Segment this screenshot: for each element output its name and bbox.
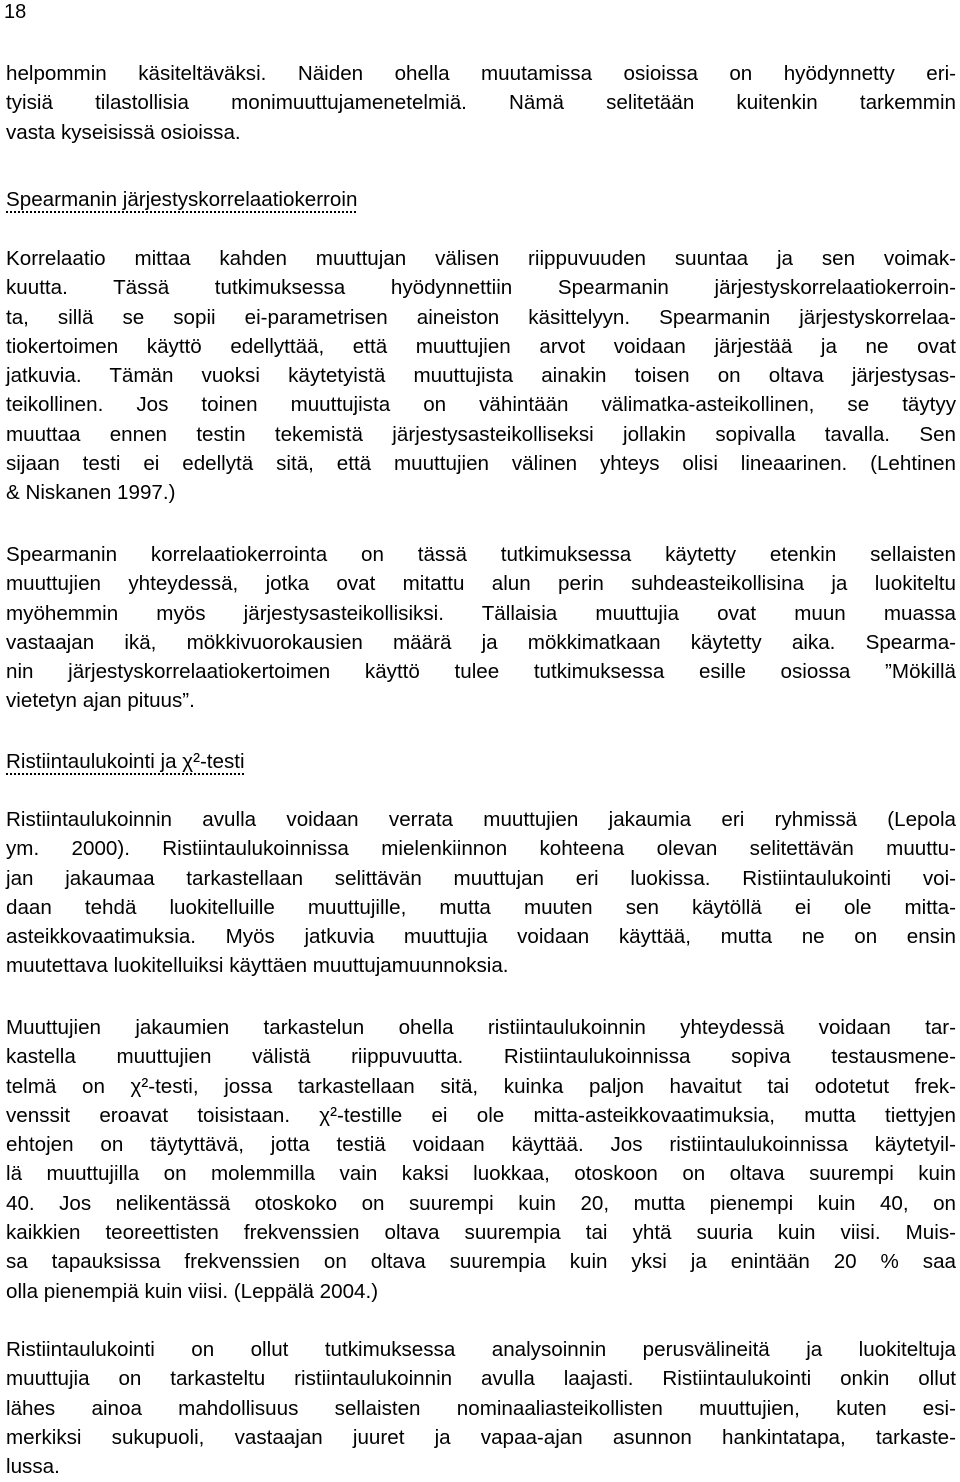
text-line: jan jakaumaa tarkastellaan selittävän muuttujan eri luokissa. Ristiintaulukointi voi- bbox=[6, 866, 956, 890]
text-line: vasta kyseisissä osioissa. bbox=[6, 120, 241, 144]
section-heading-crosstab: Ristiintaulukointi ja χ²-testi bbox=[6, 750, 245, 773]
text-line: Ristiintaulukoinnin avulla voidaan verrata muuttujien jakaumia eri ryhmissä (Lepola bbox=[6, 808, 956, 831]
text-line: kuutta. Tässä tutkimuksessa hyödynnettiin Spearmanin järjestyskorrelaatiokerroin- bbox=[6, 276, 956, 300]
text-line: tyisiä tilastollisia monimuuttujamenetelmiä. Nämä selitetään kuitenkin tarkemmin bbox=[6, 91, 956, 115]
page-number: 18 bbox=[4, 1, 27, 23]
text-line: venssit eroavat toisistaan. χ²-testille ei ole mitta-asteikkovaatimuksia, mutta tiettyjen bbox=[6, 1103, 956, 1127]
text-line: ym. 2000). Ristiintaulukoinnissa mielenkiinnon kohteena olevan selitettävän muuttu- bbox=[6, 837, 956, 861]
text-line: olla pienempiä kuin viisi. (Leppälä 2004.) bbox=[6, 1279, 379, 1303]
text-line: Spearmanin korrelaatiokerrointa on tässä tutkimuksessa käytetty etenkin sellaisten bbox=[6, 543, 956, 566]
text-line: muuttujia on tarkasteltu ristiintaulukoinnin avulla laajasti. Ristiintaulukointi onkin ollut bbox=[6, 1367, 956, 1391]
text-line: ehtojen on täytyttävä, jotta testiä voidaan käyttää. Jos ristiintaulukoinnissa käytetyil- bbox=[6, 1133, 956, 1157]
text-line: muuttujien yhteydessä, jotka ovat mitattu alun perin suhdeasteikollisina ja luokiteltu bbox=[6, 572, 956, 596]
text-line: myöhemmin myös järjestysasteikollisiksi. Tällaisia muuttujia ovat muun muassa bbox=[6, 601, 956, 625]
text-line: vastaajan ikä, mökkivuorokausien määrä ja mökkimatkaan käytetty aika. Spearma- bbox=[6, 630, 956, 654]
text-line: kaikkien teoreettisten frekvenssien oltava suurempia tai yhtä suuria kuin viisi. Muis- bbox=[6, 1221, 956, 1245]
crosstab-paragraph-3 bbox=[6, 1335, 956, 1481]
spearman-paragraph-2 bbox=[6, 540, 956, 716]
text-line: muutettava luokitelluiksi käyttäen muuttujamuunnoksia. bbox=[6, 954, 509, 978]
text-line: tiokertoimen käyttö edellyttää, että muuttujien arvot voidaan järjestää ja ne ovat bbox=[6, 334, 956, 358]
text-line: Ristiintaulukointi on ollut tutkimuksessa analysoinnin perusvälineitä ja luokiteltuja bbox=[6, 1338, 956, 1361]
text-line: Korrelaatio mittaa kahden muuttujan välisen riippuvuuden suuntaa ja sen voimak- bbox=[6, 247, 956, 270]
text-line: Muuttujien jakaumien tarkastelun ohella ristiintaulukoinnin yhteydessä voidaan tar- bbox=[6, 1016, 956, 1039]
crosstab-paragraph-1 bbox=[6, 805, 956, 981]
text-line: lä muuttujilla on molemmilla vain kaksi luokkaa, otoskoon on oltava suurempi kuin bbox=[6, 1162, 956, 1186]
text-line: daan tehdä luokitelluille muuttujille, mutta muuten sen käytöllä ei ole mitta- bbox=[6, 895, 956, 919]
text-line: kastella muuttujien välistä riippuvuutta. Ristiintaulukoinnissa sopiva testausmene- bbox=[6, 1045, 956, 1069]
text-line: helpommin käsiteltäväksi. Näiden ohella muutamissa osioissa on hyödynnetty eri- bbox=[6, 62, 956, 85]
text-line: jatkuvia. Tämän vuoksi käytetyistä muuttujista ainakin toisen on oltava järjestysas- bbox=[6, 364, 956, 388]
text-line: 40. Jos nelikentässä otoskoko on suurempi kuin 20, mutta pienempi kuin 40, on bbox=[6, 1191, 956, 1215]
section-heading-spearman: Spearmanin järjestyskorrelaatiokerroin bbox=[6, 188, 358, 211]
text-line: sa tapauksissa frekvenssien on oltava suurempia kuin yksi ja enintään 20 % saa bbox=[6, 1250, 956, 1274]
text-line: merkiksi sukupuoli, vastaajan juuret ja vapaa-ajan asunnon hankintatapa, tarkaste- bbox=[6, 1425, 956, 1449]
intro-paragraph bbox=[6, 59, 956, 147]
text-line: ta, sillä se sopii ei-parametrisen aineiston käsittelyyn. Spearmanin järjestyskorrelaa- bbox=[6, 305, 956, 329]
text-line: teikollinen. Jos toinen muuttujista on vähintään välimatka-asteikollinen, se täytyy bbox=[6, 393, 956, 417]
text-line: lähes ainoa mahdollisuus sellaisten nominaaliasteikollisten muuttujien, kuten esi- bbox=[6, 1396, 956, 1420]
text-line: sijaan testi ei edellytä sitä, että muuttujien välinen yhteys olisi lineaarinen. (Lehtinen bbox=[6, 452, 956, 476]
crosstab-paragraph-2 bbox=[6, 1013, 956, 1306]
text-line: lussa. bbox=[6, 1455, 60, 1479]
text-line: nin järjestyskorrelaatiokertoimen käyttö tulee tutkimuksessa esille osiossa ”Mökillä bbox=[6, 660, 956, 684]
text-line: & Niskanen 1997.) bbox=[6, 481, 176, 505]
text-line: vietetyn ajan pituus”. bbox=[6, 689, 195, 713]
text-line: telmä on χ²-testi, jossa tarkastellaan sitä, kuinka paljon havaitut tai odotetut frek- bbox=[6, 1074, 956, 1098]
text-line: asteikkovaatimuksia. Myös jatkuvia muuttujia voidaan käyttää, mutta ne on ensin bbox=[6, 925, 956, 949]
text-line: muuttaa ennen testin tekemistä järjestysasteikolliseksi jollakin sopivalla tavalla. Sen bbox=[6, 422, 956, 446]
spearman-paragraph-1 bbox=[6, 244, 956, 508]
